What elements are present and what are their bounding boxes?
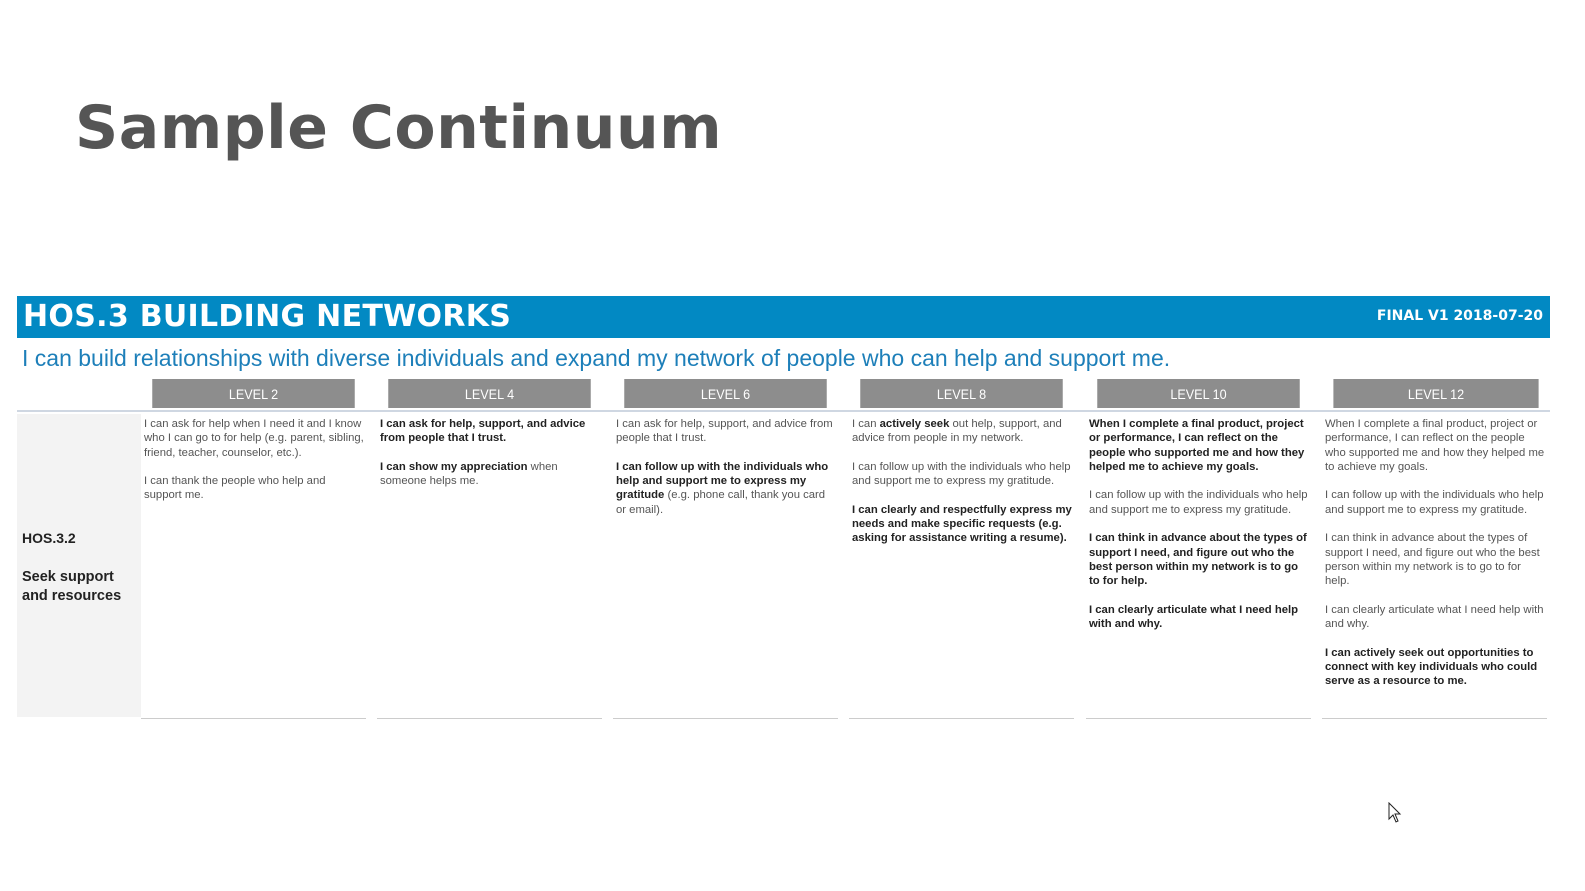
mouse-pointer-icon (1388, 802, 1402, 824)
descriptor-statement (380, 460, 602, 489)
descriptor-bold-text: When I complete a final product, project or performance, I can reflect on the people who supported me and how they helped me to achieve my goals. (1089, 418, 1305, 473)
descriptor-text: out help, support, and advice from people in my network. (852, 418, 1062, 445)
level-2-descriptors (144, 417, 366, 717)
descriptor-statement (1089, 417, 1311, 474)
descriptor-bold-text: I can think in advance about the types of support I need, and figure out who the best person within my network is to go to for help. (1089, 532, 1307, 588)
descriptor-bold-text: I can ask for help, support, and advice from people that I trust. (380, 418, 586, 445)
level-header-10: LEVEL 10 (1097, 379, 1300, 408)
level-8-descriptors (852, 417, 1074, 717)
descriptor-text: I can follow up with the individuals who help and support me to express my gratitude. (1089, 489, 1308, 516)
descriptor-text: I can thank the people who help and support me. (144, 475, 326, 502)
column-bottom-rule (849, 718, 1074, 719)
descriptor-statement (1089, 488, 1311, 517)
level-12-descriptors (1325, 417, 1547, 717)
descriptor-text: I can clearly articulate what I need help with and why. (1325, 603, 1544, 631)
level-header-4: LEVEL 4 (388, 379, 591, 408)
continuum-banner (17, 296, 1550, 338)
descriptor-statement (1089, 531, 1311, 588)
descriptor-statement (616, 417, 838, 446)
descriptor-statement (1325, 646, 1547, 689)
descriptor-text: I can think in advance about the types of support I need, and figure out who the best person within my network is to go to for help. (1325, 532, 1540, 588)
row-code: HOS.3.2 (22, 530, 76, 546)
level-4-descriptors (380, 417, 602, 717)
descriptor-text: I can follow up with the individuals who help and support me to express my gratitude. (852, 460, 1071, 488)
descriptor-statement (1089, 603, 1311, 632)
slide-title: Sample Continuum (75, 93, 723, 163)
column-bottom-rule (613, 718, 838, 719)
descriptor-bold-text: I can show my appreciation (380, 460, 528, 473)
descriptor-bold-text: actively seek (879, 418, 950, 430)
descriptor-statement (852, 503, 1074, 546)
level-6-descriptors (616, 417, 838, 717)
row-label (17, 414, 141, 717)
column-bottom-rule (141, 718, 366, 719)
descriptor-statement (1325, 603, 1547, 632)
continuum-statement: I can build relationships with diverse individuals and expand my network of people who can help and support me. (22, 345, 1171, 371)
level-10-descriptors (1089, 417, 1311, 717)
descriptor-bold-text: I can clearly and respectfully express my needs and make specific requests (e.g. asking for assistance writing a resume). (852, 503, 1072, 545)
descriptor-statement (380, 417, 602, 446)
descriptor-text: I can follow up with the individuals who help and support me to express my gratitude. (1325, 489, 1544, 516)
descriptor-bold-text: I can follow up with the individuals who help and support me to express my gratitude (616, 460, 829, 502)
row-name: Seek support and resources (22, 569, 122, 604)
descriptor-statement (1325, 488, 1547, 517)
descriptor-text: I can ask for help, support, and advice from people that I trust. (616, 418, 833, 445)
level-header-8: LEVEL 8 (860, 379, 1063, 408)
descriptor-bold-text: I can actively seek out opportunities to connect with key individuals who could serve as a resource to me. (1325, 646, 1538, 688)
descriptor-text: (e.g. phone call, thank you card or email). (616, 489, 826, 516)
column-bottom-rule (377, 718, 602, 719)
descriptor-text: I can ask for help when I need it and I know who I can go to for help (e.g. parent, sibling, friend, teacher, counselor, etc.). (144, 418, 364, 459)
descriptor-text: when someone helps me. (380, 460, 558, 488)
level-header-6: LEVEL 6 (624, 379, 827, 408)
column-bottom-rule (1322, 718, 1547, 719)
descriptor-text: I can (852, 418, 880, 430)
header-divider (17, 410, 1550, 412)
descriptor-statement (144, 417, 366, 460)
descriptor-statement (1325, 531, 1547, 588)
descriptor-bold-text: I can clearly articulate what I need help with and why. (1089, 603, 1299, 631)
level-header-12: LEVEL 12 (1333, 379, 1538, 408)
level-header-2: LEVEL 2 (152, 379, 355, 408)
banner-title: HOS.3 BUILDING NETWORKS (23, 299, 512, 334)
descriptor-statement (852, 417, 1074, 446)
descriptor-text: When I complete a final product, project or performance, I can reflect on the people who supported me and how they helped me to achieve my goals. (1325, 418, 1545, 473)
descriptor-statement (852, 460, 1074, 489)
descriptor-statement (144, 474, 366, 503)
column-bottom-rule (1086, 718, 1311, 719)
descriptor-statement (616, 460, 838, 517)
descriptor-statement (1325, 417, 1547, 474)
version-label: FINAL V1 2018-07-20 (1376, 308, 1543, 324)
